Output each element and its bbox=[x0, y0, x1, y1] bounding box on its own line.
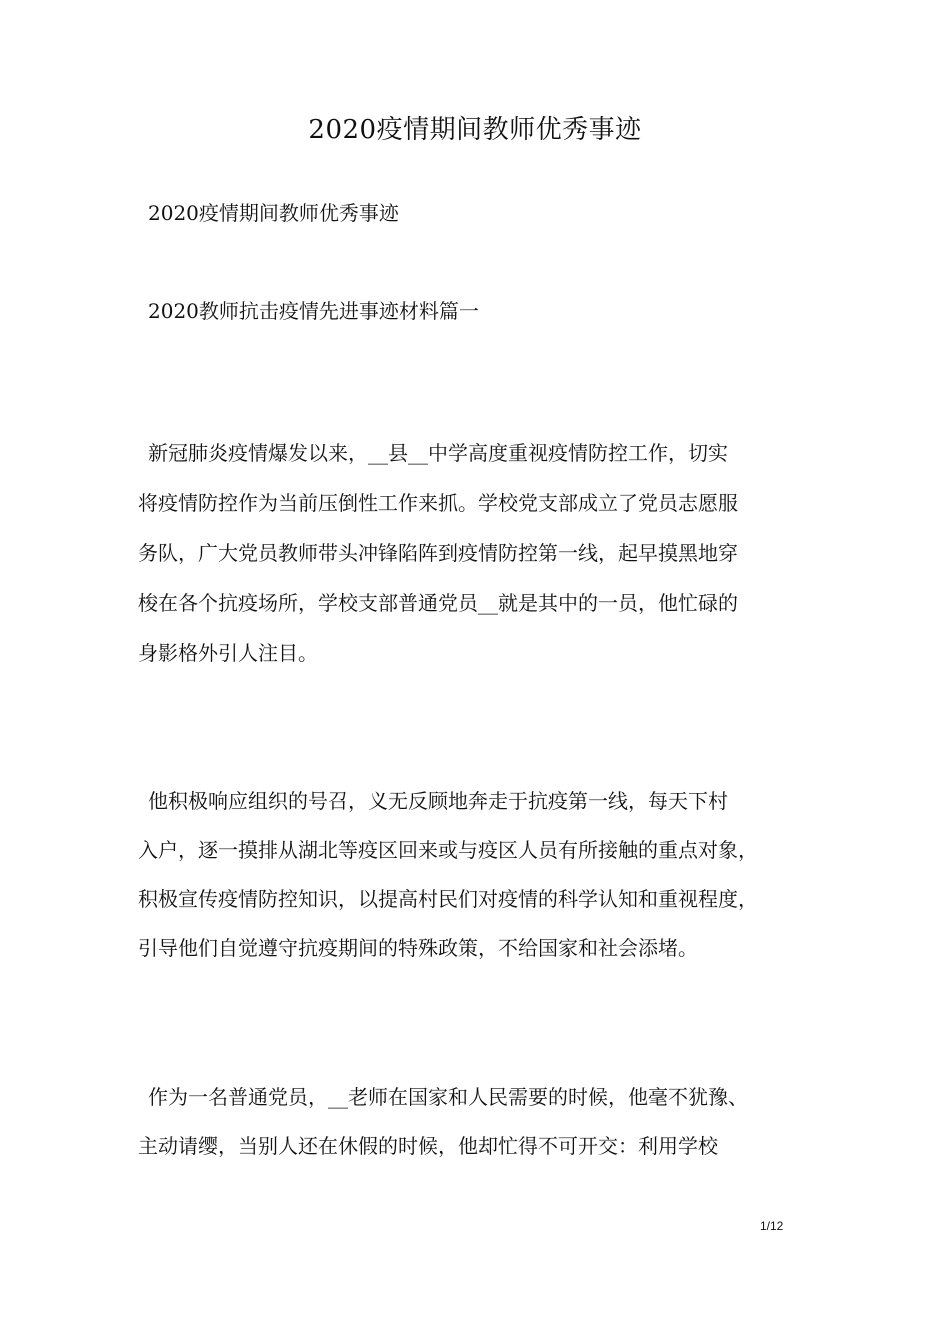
page-number: 1/12 bbox=[760, 1219, 784, 1233]
paragraph-line: 作为一名普通党员，__老师在国家和人民需要的时候，他毫不犹豫、 bbox=[148, 1085, 748, 1109]
paragraph-line: 主动请缨，当别人还在休假的时候，他却忙得不可开交：利用学校 bbox=[138, 1134, 718, 1158]
document-title: 2020疫情期间教师优秀事迹 bbox=[308, 115, 642, 145]
paragraph-line: 积极宣传疫情防控知识，以提高村民们对疫情的科学认知和重视程度， bbox=[138, 887, 758, 911]
paragraph-line: 他积极响应组织的号召，义无反顾地奔走于抗疫第一线，每天下村 bbox=[148, 789, 728, 813]
paragraph-line: 将疫情防控作为当前压倒性工作来抓。学校党支部成立了党员志愿服 bbox=[138, 491, 738, 515]
paragraph-line: 新冠肺炎疫情爆发以来，__县__中学高度重视疫情防控工作，切实 bbox=[148, 441, 728, 465]
section-heading: 2020教师抗击疫情先进事迹材料篇一 bbox=[148, 299, 479, 323]
paragraph-line: 入户，逐一摸排从湖北等疫区回来或与疫区人员有所接触的重点对象， bbox=[138, 838, 758, 862]
paragraph-line: 引导他们自觉遵守抗疫期间的特殊政策，不给国家和社会添堵。 bbox=[138, 936, 698, 960]
paragraph-line: 务队，广大党员教师带头冲锋陷阵到疫情防控第一线，起早摸黑地穿 bbox=[138, 541, 738, 565]
paragraph-line: 梭在各个抗疫场所，学校支部普通党员__就是其中的一员，他忙碌的 bbox=[138, 591, 738, 615]
paragraph-line: 身影格外引人注目。 bbox=[138, 641, 318, 665]
document-subtitle: 2020疫情期间教师优秀事迹 bbox=[148, 201, 399, 225]
